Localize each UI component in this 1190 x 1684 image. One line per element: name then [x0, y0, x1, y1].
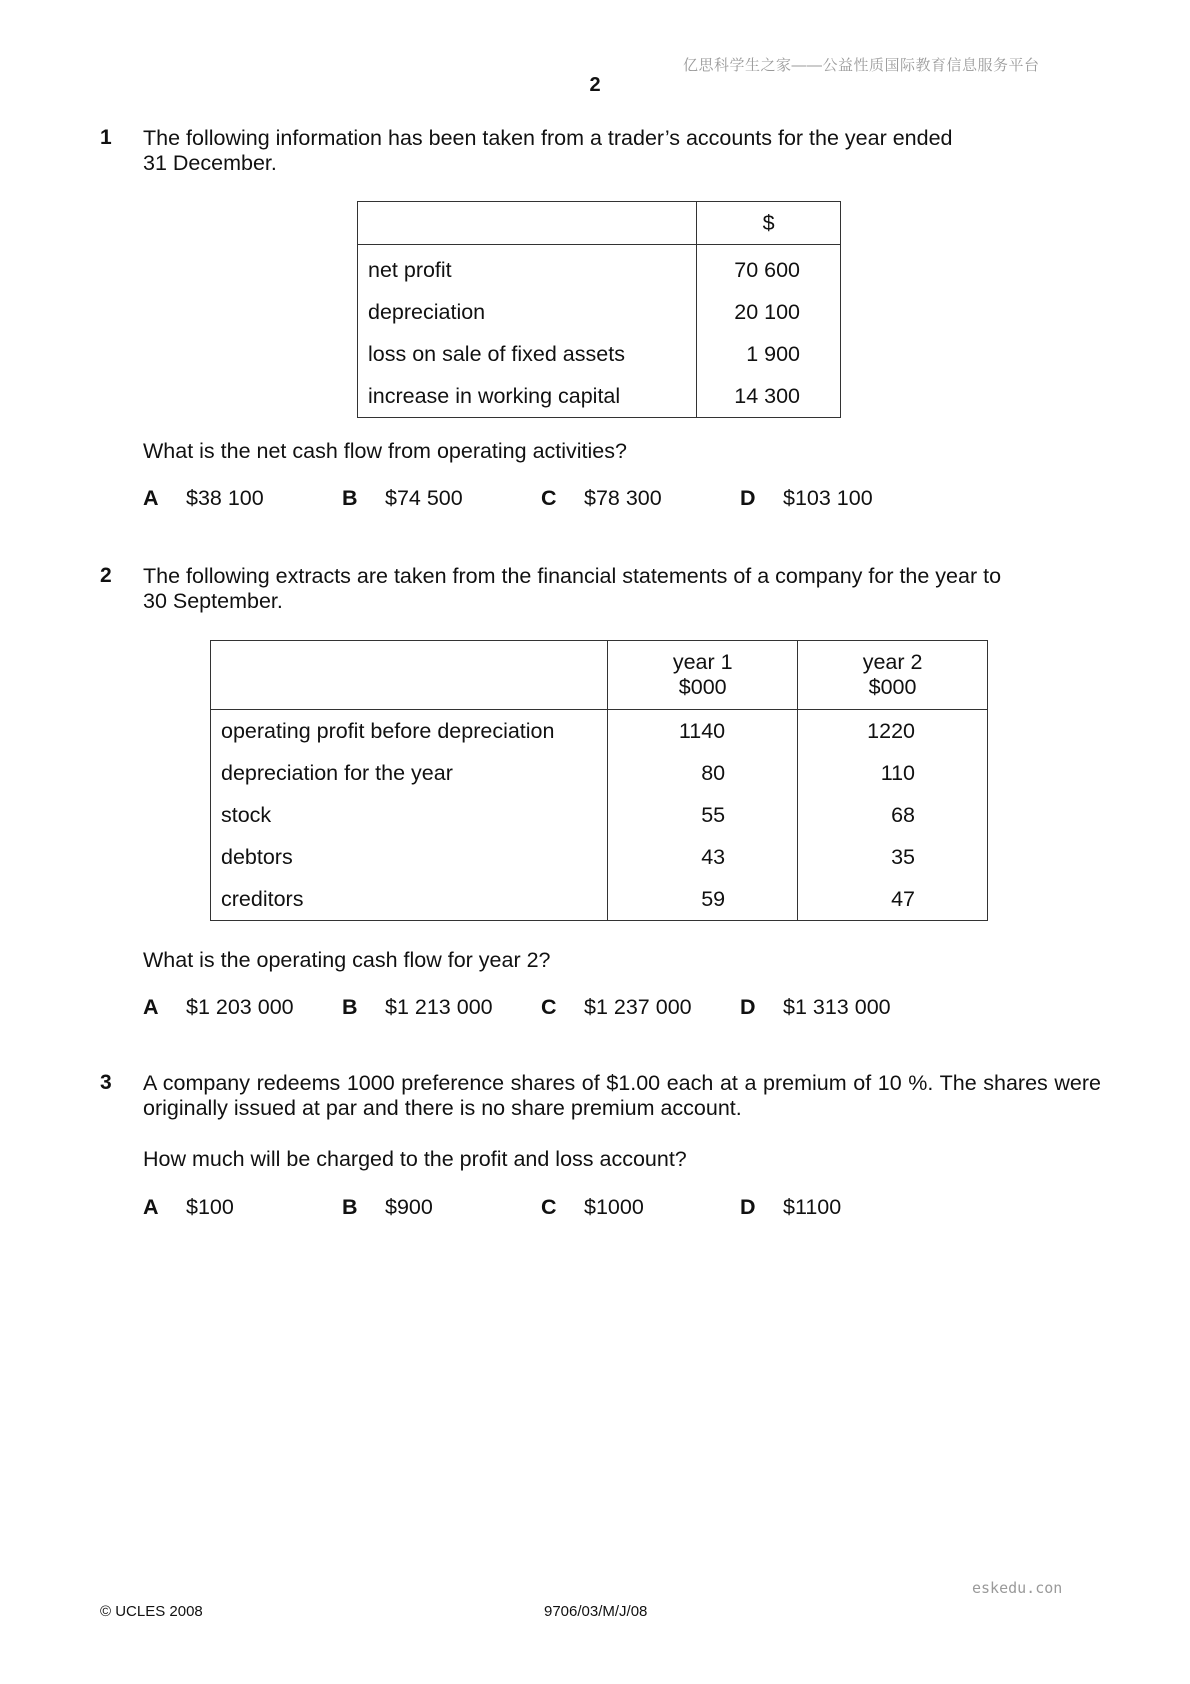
question-3-prompt: How much will be charged to the profit and loss account? [143, 1147, 687, 1171]
option-d[interactable] [740, 995, 891, 1020]
row-label: stock [221, 802, 272, 827]
header-year-1-label: year 1 [672, 650, 733, 674]
option-d[interactable] [740, 1195, 841, 1220]
question-2-text [143, 564, 1001, 614]
footer-copyright: © UCLES 2008 [100, 1603, 203, 1620]
question-3-number: 3 [100, 1071, 112, 1094]
option-a[interactable] [143, 995, 294, 1020]
option-text: $78 300 [584, 486, 662, 510]
option-letter: D [740, 995, 756, 1019]
option-c[interactable] [541, 1195, 644, 1220]
row-value: 20 100 [697, 291, 841, 333]
option-letter: C [541, 1195, 557, 1219]
row-label: depreciation for the year [221, 760, 453, 785]
question-1-table [357, 201, 841, 418]
row-year-1-value: 55 [608, 794, 798, 836]
row-year-1-value: 43 [608, 836, 798, 878]
table-row [358, 245, 841, 292]
header-year-2-unit: $000 [868, 675, 917, 699]
question-1-text-line-1: The following information has been taken from a trader’s accounts for the year ended [143, 126, 953, 150]
row-label: debtors [221, 844, 293, 869]
question-1-text [143, 126, 953, 176]
row-label: depreciation [368, 299, 486, 324]
option-c[interactable] [541, 486, 662, 511]
row-year-2-value: 68 [798, 794, 988, 836]
table-header-year-2 [798, 641, 988, 710]
page-number: 2 [589, 74, 601, 96]
table-row [211, 794, 988, 836]
question-2-text-line-2: 30 September. [143, 589, 283, 613]
row-year-1-value: 1140 [608, 710, 798, 753]
header-year-1-unit: $000 [678, 675, 727, 699]
option-text: $1 213 000 [385, 995, 493, 1019]
table-header-currency: $ [697, 202, 841, 245]
question-2-prompt: What is the operating cash flow for year 2? [143, 948, 551, 972]
table-row [358, 375, 841, 418]
option-text: $1000 [584, 1195, 644, 1219]
option-text: $1 203 000 [186, 995, 294, 1019]
option-letter: B [342, 1195, 358, 1219]
table-row [211, 836, 988, 878]
option-text: $74 500 [385, 486, 463, 510]
option-letter: D [740, 486, 756, 510]
row-label: net profit [368, 257, 452, 282]
option-letter: A [143, 486, 159, 510]
option-c[interactable] [541, 995, 692, 1020]
option-letter: A [143, 995, 159, 1019]
table-header-row [358, 202, 841, 245]
row-year-1-value: 80 [608, 752, 798, 794]
option-text: $1 237 000 [584, 995, 692, 1019]
table-header-blank [211, 641, 608, 710]
option-b[interactable] [342, 486, 463, 511]
question-2-number: 2 [100, 564, 112, 587]
row-year-1-value: 59 [608, 878, 798, 921]
option-a[interactable] [143, 486, 264, 511]
table-header-blank [358, 202, 697, 245]
question-1-prompt: What is the net cash flow from operating activities? [143, 439, 627, 463]
row-label: operating profit before depreciation [221, 718, 555, 743]
option-letter: C [541, 486, 557, 510]
question-2-table [210, 640, 988, 921]
table-row [211, 878, 988, 921]
option-text: $1 313 000 [783, 995, 891, 1019]
row-label: increase in working capital [368, 383, 621, 408]
option-text: $100 [186, 1195, 234, 1219]
row-label: loss on sale of fixed assets [368, 341, 625, 366]
row-year-2-value: 110 [798, 752, 988, 794]
option-letter: A [143, 1195, 159, 1219]
option-letter: B [342, 486, 358, 510]
question-1-text-line-2: 31 December. [143, 151, 277, 175]
question-1-number: 1 [100, 126, 112, 149]
option-letter: D [740, 1195, 756, 1219]
option-text: $38 100 [186, 486, 264, 510]
table-header-year-1 [608, 641, 798, 710]
option-text: $900 [385, 1195, 433, 1219]
table-row [358, 333, 841, 375]
option-letter: B [342, 995, 358, 1019]
table-row [211, 752, 988, 794]
watermark-header: 亿思科学生之家——公益性质国际教育信息服务平台 [683, 57, 1040, 74]
row-label: creditors [221, 886, 304, 911]
option-text: $103 100 [783, 486, 873, 510]
row-year-2-value: 1220 [798, 710, 988, 753]
table-row [358, 291, 841, 333]
row-value: 14 300 [697, 375, 841, 418]
row-value: 70 600 [697, 245, 841, 292]
footer-paper-code: 9706/03/M/J/08 [544, 1603, 648, 1620]
row-value: 1 900 [697, 333, 841, 375]
table-row [211, 710, 988, 753]
row-year-2-value: 35 [798, 836, 988, 878]
table-header-row [211, 641, 988, 710]
option-b[interactable] [342, 1195, 433, 1220]
question-2-text-line-1: The following extracts are taken from the financial statements of a company for the year to [143, 564, 1002, 588]
option-d[interactable] [740, 486, 873, 511]
row-year-2-value: 47 [798, 878, 988, 921]
option-text: $1100 [783, 1195, 842, 1219]
header-year-2-label: year 2 [862, 650, 923, 674]
option-b[interactable] [342, 995, 493, 1020]
option-a[interactable] [143, 1195, 234, 1220]
question-3-text: A company redeems 1000 preference shares of $1.00 each at a premium of 10 %. The shares were originally issued at par and there is no share premium account. [143, 1071, 1101, 1120]
option-letter: C [541, 995, 557, 1019]
watermark-footer: eskedu.con [972, 1579, 1063, 1597]
